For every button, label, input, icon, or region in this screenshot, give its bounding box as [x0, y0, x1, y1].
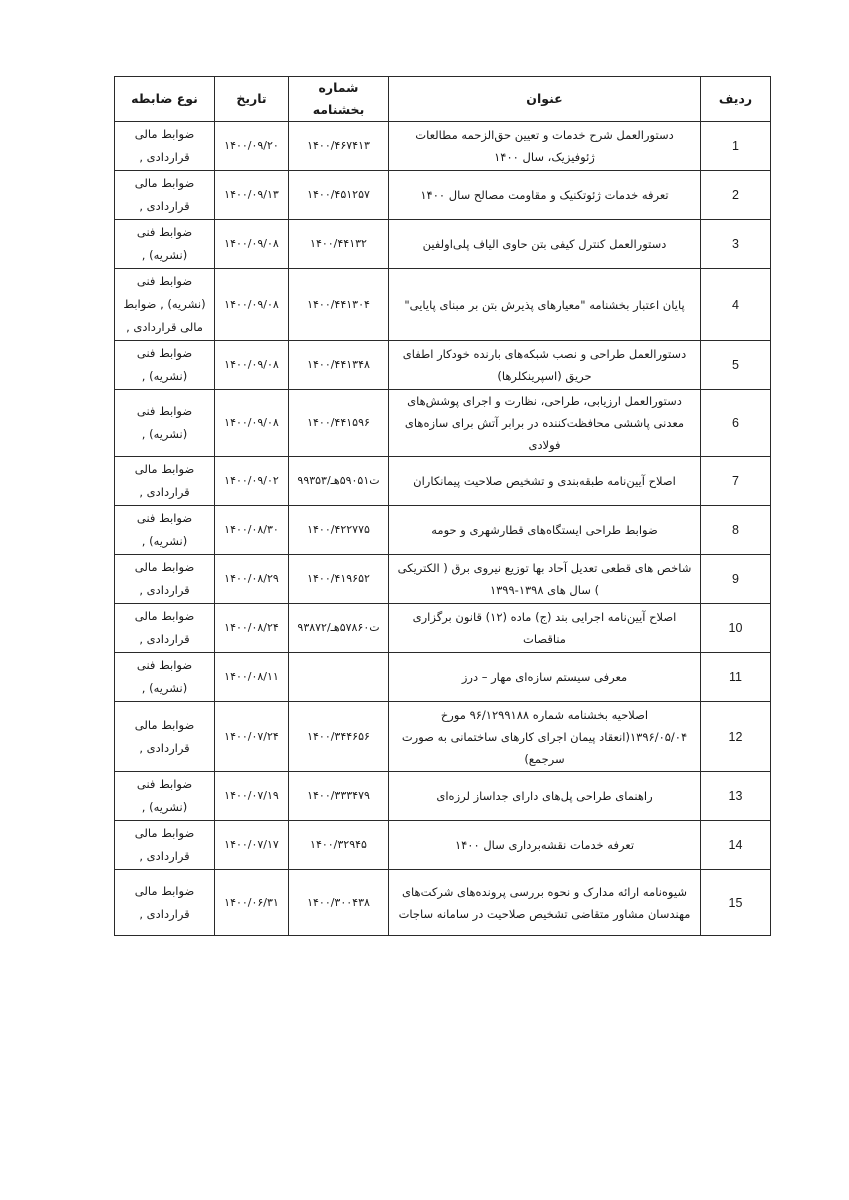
- date-cell: ۱۴۰۰/۰۸/۲۴: [215, 604, 289, 653]
- table-row: [115, 122, 771, 171]
- regulation-type-cell: ضوابط مالی قراردادی ,: [115, 821, 215, 870]
- table-row: [115, 821, 771, 870]
- circular-number-cell: ت۵۹۰۵۱هـ/۹۹۳۵۳: [289, 457, 389, 506]
- regulation-type-cell: ضوابط فنی (نشریه) ,: [115, 506, 215, 555]
- circular-number-cell: ۱۴۰۰/۴۵۱۲۵۷: [289, 171, 389, 220]
- row-number-cell: 9: [701, 555, 771, 604]
- title-cell: تعرفه خدمات ژئوتکنیک و مقاومت مصالح سال ۱۴۰۰: [389, 171, 701, 220]
- circular-number-cell: ۱۴۰۰/۴۱۹۶۵۲: [289, 555, 389, 604]
- title-cell: شیوه‌نامه ارائه مدارک و نحوه بررسی پرونده‌های شرکت‌های مهندسان مشاور متقاضی تشخیص صلاحیت در سامانه ساجات: [389, 870, 701, 936]
- regulation-type-cell: ضوابط مالی قراردادی ,: [115, 870, 215, 936]
- circular-number-cell: ۱۴۰۰/۴۴۱۳۰۴: [289, 269, 389, 341]
- regulation-type-cell: ضوابط مالی قراردادی ,: [115, 604, 215, 653]
- title-cell: راهنمای طراحی پل‌های دارای جداساز لرزه‌ای: [389, 772, 701, 821]
- date-cell: ۱۴۰۰/۰۹/۱۳: [215, 171, 289, 220]
- table-row: [115, 772, 771, 821]
- header-row: [115, 77, 771, 122]
- title-cell: دستورالعمل ارزیابی، طراحی، نظارت و اجرای پوشش‌های معدنی پاششی محافظت‌کننده در برابر آتش برای سازه‌های فولادی: [389, 390, 701, 457]
- circular-number-cell: ۱۴۰۰/۴۴۱۵۹۶: [289, 390, 389, 457]
- regulation-type-cell: ضوابط مالی قراردادی ,: [115, 702, 215, 772]
- row-number-cell: 1: [701, 122, 771, 171]
- row-number-cell: 15: [701, 870, 771, 936]
- regulation-type-cell: ضوابط فنی (نشریه) ,: [115, 220, 215, 269]
- regulation-type-cell: ضوابط فنی (نشریه) ,: [115, 390, 215, 457]
- regulation-type-cell: ضوابط فنی (نشریه) , ضوابط مالی قراردادی ,: [115, 269, 215, 341]
- title-cell: شاخص های قطعی تعدیل آحاد بها توزیع نیروی برق ( الکتریکی ) سال های ۱۳۹۸-۱۳۹۹: [389, 555, 701, 604]
- date-cell: ۱۴۰۰/۰۹/۰۸: [215, 269, 289, 341]
- title-cell: اصلاح آیین‌نامه اجرایی بند (ج) ماده (۱۲) قانون برگزاری مناقصات: [389, 604, 701, 653]
- header-row-no: ردیف: [701, 77, 771, 122]
- row-number-cell: 7: [701, 457, 771, 506]
- header-type: نوع ضابطه: [115, 77, 215, 122]
- row-number-cell: 14: [701, 821, 771, 870]
- row-number-cell: 10: [701, 604, 771, 653]
- regulation-type-cell: ضوابط فنی (نشریه) ,: [115, 772, 215, 821]
- date-cell: ۱۴۰۰/۰۶/۳۱: [215, 870, 289, 936]
- regulation-type-cell: ضوابط فنی (نشریه) ,: [115, 341, 215, 390]
- date-cell: ۱۴۰۰/۰۸/۳۰: [215, 506, 289, 555]
- table-row: [115, 870, 771, 936]
- row-number-cell: 13: [701, 772, 771, 821]
- circular-number-cell: ۱۴۰۰/۳۴۴۶۵۶: [289, 702, 389, 772]
- date-cell: ۱۴۰۰/۰۸/۲۹: [215, 555, 289, 604]
- title-cell: دستورالعمل شرح خدمات و تعیین حق‌الزحمه مطالعات ژئوفیزیک، سال ۱۴۰۰: [389, 122, 701, 171]
- table-row: [115, 555, 771, 604]
- regulation-type-cell: ضوابط مالی قراردادی ,: [115, 457, 215, 506]
- table-row: [115, 341, 771, 390]
- table-row: [115, 457, 771, 506]
- regulation-type-cell: ضوابط مالی قراردادی ,: [115, 555, 215, 604]
- title-cell: معرفی سیستم سازه‌ای مهار – درز: [389, 653, 701, 702]
- title-cell: دستورالعمل طراحی و نصب شبکه‌های بارنده خودکار اطفای حریق (اسپرینکلرها): [389, 341, 701, 390]
- table-header: [115, 77, 771, 122]
- title-cell: پایان اعتبار بخشنامه "معیارهای پذیرش بتن بر مبنای پایایی": [389, 269, 701, 341]
- table-body: [115, 122, 771, 936]
- circular-number-cell: ۱۴۰۰/۴۶۷۴۱۳: [289, 122, 389, 171]
- circular-number-cell: ت۵۷۸۶۰هـ/۹۳۸۷۲: [289, 604, 389, 653]
- header-date: تاریخ: [215, 77, 289, 122]
- date-cell: ۱۴۰۰/۰۷/۲۴: [215, 702, 289, 772]
- table-row: [115, 390, 771, 457]
- circular-number-cell: ۱۴۰۰/۴۲۲۷۷۵: [289, 506, 389, 555]
- date-cell: ۱۴۰۰/۰۹/۰۸: [215, 390, 289, 457]
- table-row: [115, 171, 771, 220]
- circular-number-cell: ۱۴۰۰/۳۲۹۴۵: [289, 821, 389, 870]
- regulation-type-cell: ضوابط مالی قراردادی ,: [115, 171, 215, 220]
- circular-number-cell: ۱۴۰۰/۴۴۱۳۲: [289, 220, 389, 269]
- row-number-cell: 8: [701, 506, 771, 555]
- row-number-cell: 3: [701, 220, 771, 269]
- circular-number-cell: ۱۴۰۰/۴۴۱۳۴۸: [289, 341, 389, 390]
- date-cell: ۱۴۰۰/۰۹/۲۰: [215, 122, 289, 171]
- row-number-cell: 12: [701, 702, 771, 772]
- date-cell: ۱۴۰۰/۰۷/۱۷: [215, 821, 289, 870]
- title-cell: دستورالعمل کنترل کیفی بتن حاوی الیاف پلی‌اولفین: [389, 220, 701, 269]
- row-number-cell: 4: [701, 269, 771, 341]
- row-number-cell: 11: [701, 653, 771, 702]
- circular-number-cell: [289, 653, 389, 702]
- regulations-table: [114, 76, 771, 936]
- table-row: [115, 506, 771, 555]
- header-number: شماره بخشنامه: [289, 77, 389, 122]
- title-cell: تعرفه خدمات نقشه‌برداری سال ۱۴۰۰: [389, 821, 701, 870]
- row-number-cell: 5: [701, 341, 771, 390]
- table-row: [115, 604, 771, 653]
- date-cell: ۱۴۰۰/۰۹/۰۲: [215, 457, 289, 506]
- title-cell: اصلاح آیین‌نامه طبقه‌بندی و تشخیص صلاحیت پیمانکاران: [389, 457, 701, 506]
- date-cell: ۱۴۰۰/۰۷/۱۹: [215, 772, 289, 821]
- table-row: [115, 220, 771, 269]
- date-cell: ۱۴۰۰/۰۹/۰۸: [215, 341, 289, 390]
- table-row: [115, 269, 771, 341]
- table-row: [115, 702, 771, 772]
- date-cell: ۱۴۰۰/۰۸/۱۱: [215, 653, 289, 702]
- date-cell: ۱۴۰۰/۰۹/۰۸: [215, 220, 289, 269]
- header-title: عنوان: [389, 77, 701, 122]
- row-number-cell: 2: [701, 171, 771, 220]
- circular-number-cell: ۱۴۰۰/۳۰۰۴۳۸: [289, 870, 389, 936]
- row-number-cell: 6: [701, 390, 771, 457]
- regulation-type-cell: ضوابط فنی (نشریه) ,: [115, 653, 215, 702]
- title-cell: ضوابط طراحی ایستگاه‌های قطارشهری و حومه: [389, 506, 701, 555]
- circular-number-cell: ۱۴۰۰/۳۳۳۴۷۹: [289, 772, 389, 821]
- title-cell: اصلاحیه بخشنامه شماره ۹۶/۱۲۹۹۱۸۸ مورخ ۱۳۹۶/۰۵/۰۴(انعقاد پیمان اجرای کارهای ساختمانی به صورت سرجمع): [389, 702, 701, 772]
- regulation-type-cell: ضوابط مالی قراردادی ,: [115, 122, 215, 171]
- table-row: [115, 653, 771, 702]
